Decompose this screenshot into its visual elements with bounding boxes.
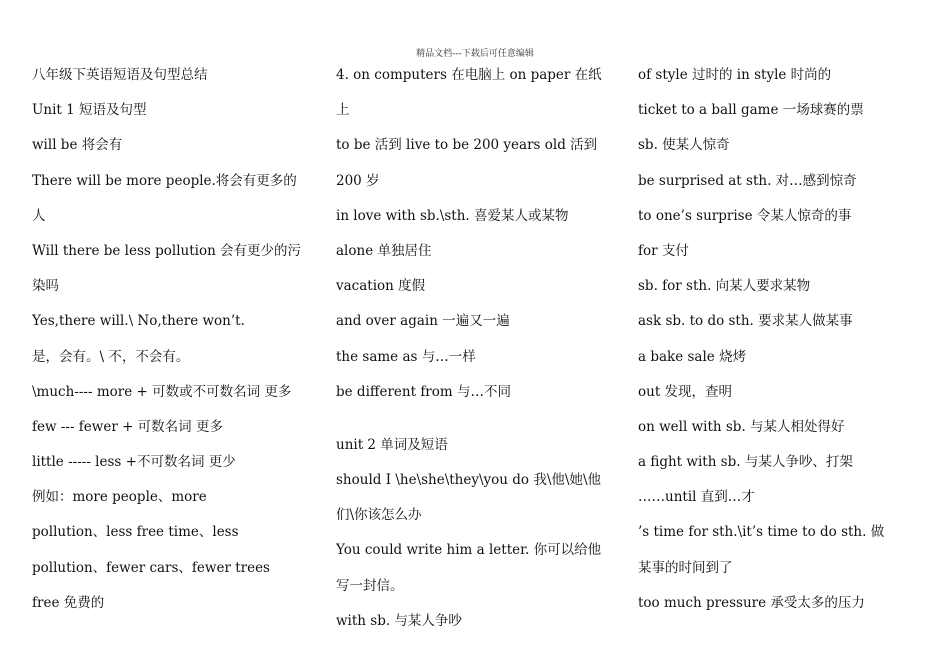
text-line: ’s time for sth.\it’s time to do sth. 做	[638, 524, 885, 541]
text-line: 200 岁	[336, 172, 380, 189]
text-line: You could write him a letter. 你可以给他	[336, 542, 602, 559]
text-line: of style 过时的 in style 时尚的	[638, 67, 832, 83]
text-line: pollution、less free time、less	[32, 524, 239, 541]
text-line: 例如：more people、more	[32, 489, 207, 506]
text-line: 写一封信。	[336, 577, 404, 594]
text-line: \much---- more + 可数或不可数名词 更多	[32, 383, 292, 400]
text-line: a fight with sb. 与某人争吵、打架	[638, 454, 853, 471]
text-line: little ----- less +不可数名词 更少	[32, 454, 236, 471]
text-line: pollution、fewer cars、fewer trees	[32, 559, 270, 576]
text-line: for 支付	[638, 242, 689, 259]
text-line: free 免费的	[32, 594, 105, 611]
text-line: few --- fewer + 可数名词 更多	[32, 418, 223, 435]
text-line: ask sb. to do sth. 要求某人做某事	[638, 313, 853, 330]
text-line: 人	[32, 207, 46, 224]
text-line: too much pressure 承受太多的压力	[638, 594, 865, 611]
text-line: 们\你该怎么办	[336, 507, 422, 524]
section-gap	[336, 410, 626, 428]
text-line: on well with sb. 与某人相处得好	[638, 418, 845, 435]
text-line: to be 活到 live to be 200 years old 活到	[336, 137, 598, 154]
text-line: should I \he\she\they\you do 我\他\她\他	[336, 472, 601, 489]
column-left	[32, 58, 312, 621]
text-line: out 发现，查明	[638, 383, 733, 400]
page-header: 精品文档---下载后可任意编辑	[416, 49, 534, 59]
text-line: sb. for sth. 向某人要求某物	[638, 278, 811, 295]
section-heading: unit 2 单词及短语	[336, 436, 448, 453]
text-line: 染吗	[32, 278, 59, 295]
column-middle	[336, 58, 626, 639]
text-line: Yes,there will.\ No,there won’t.	[32, 313, 245, 330]
text-line: be different from 与…不同	[336, 383, 511, 400]
text-line: will be 将会有	[32, 137, 123, 154]
text-line: alone 单独居住	[336, 242, 432, 259]
text-line: 上	[336, 102, 350, 119]
text-line: and over again 一遍又一遍	[336, 313, 510, 330]
text-line: ……until 直到…才	[638, 489, 755, 506]
text-line: to one’s surprise 令某人惊奇的事	[638, 207, 852, 224]
text-line: be surprised at sth. 对…感到惊奇	[638, 172, 857, 189]
text-line: Unit 1 短语及句型	[32, 102, 147, 119]
column-right	[638, 58, 928, 621]
text-line: 某事的时间到了	[638, 559, 733, 576]
text-line: the same as 与…一样	[336, 348, 476, 365]
text-line: 4. on computers 在电脑上 on paper 在纸	[336, 67, 602, 83]
text-line: 八年级下英语短语及句型总结	[32, 67, 208, 83]
text-line: a bake sale 烧烤	[638, 348, 747, 365]
text-line: vacation 度假	[336, 278, 426, 295]
text-line: in love with sb.\sth. 喜爱某人或某物	[336, 207, 569, 224]
text-line: 是，会有。\ 不，不会有。	[32, 348, 190, 365]
text-line: with sb. 与某人争吵	[336, 612, 462, 629]
text-line: ticket to a ball game 一场球赛的票	[638, 102, 864, 119]
text-line: sb. 使某人惊奇	[638, 137, 730, 154]
text-line: Will there be less pollution 会有更少的污	[32, 242, 302, 259]
text-line: There will be more people.将会有更多的	[32, 172, 297, 189]
